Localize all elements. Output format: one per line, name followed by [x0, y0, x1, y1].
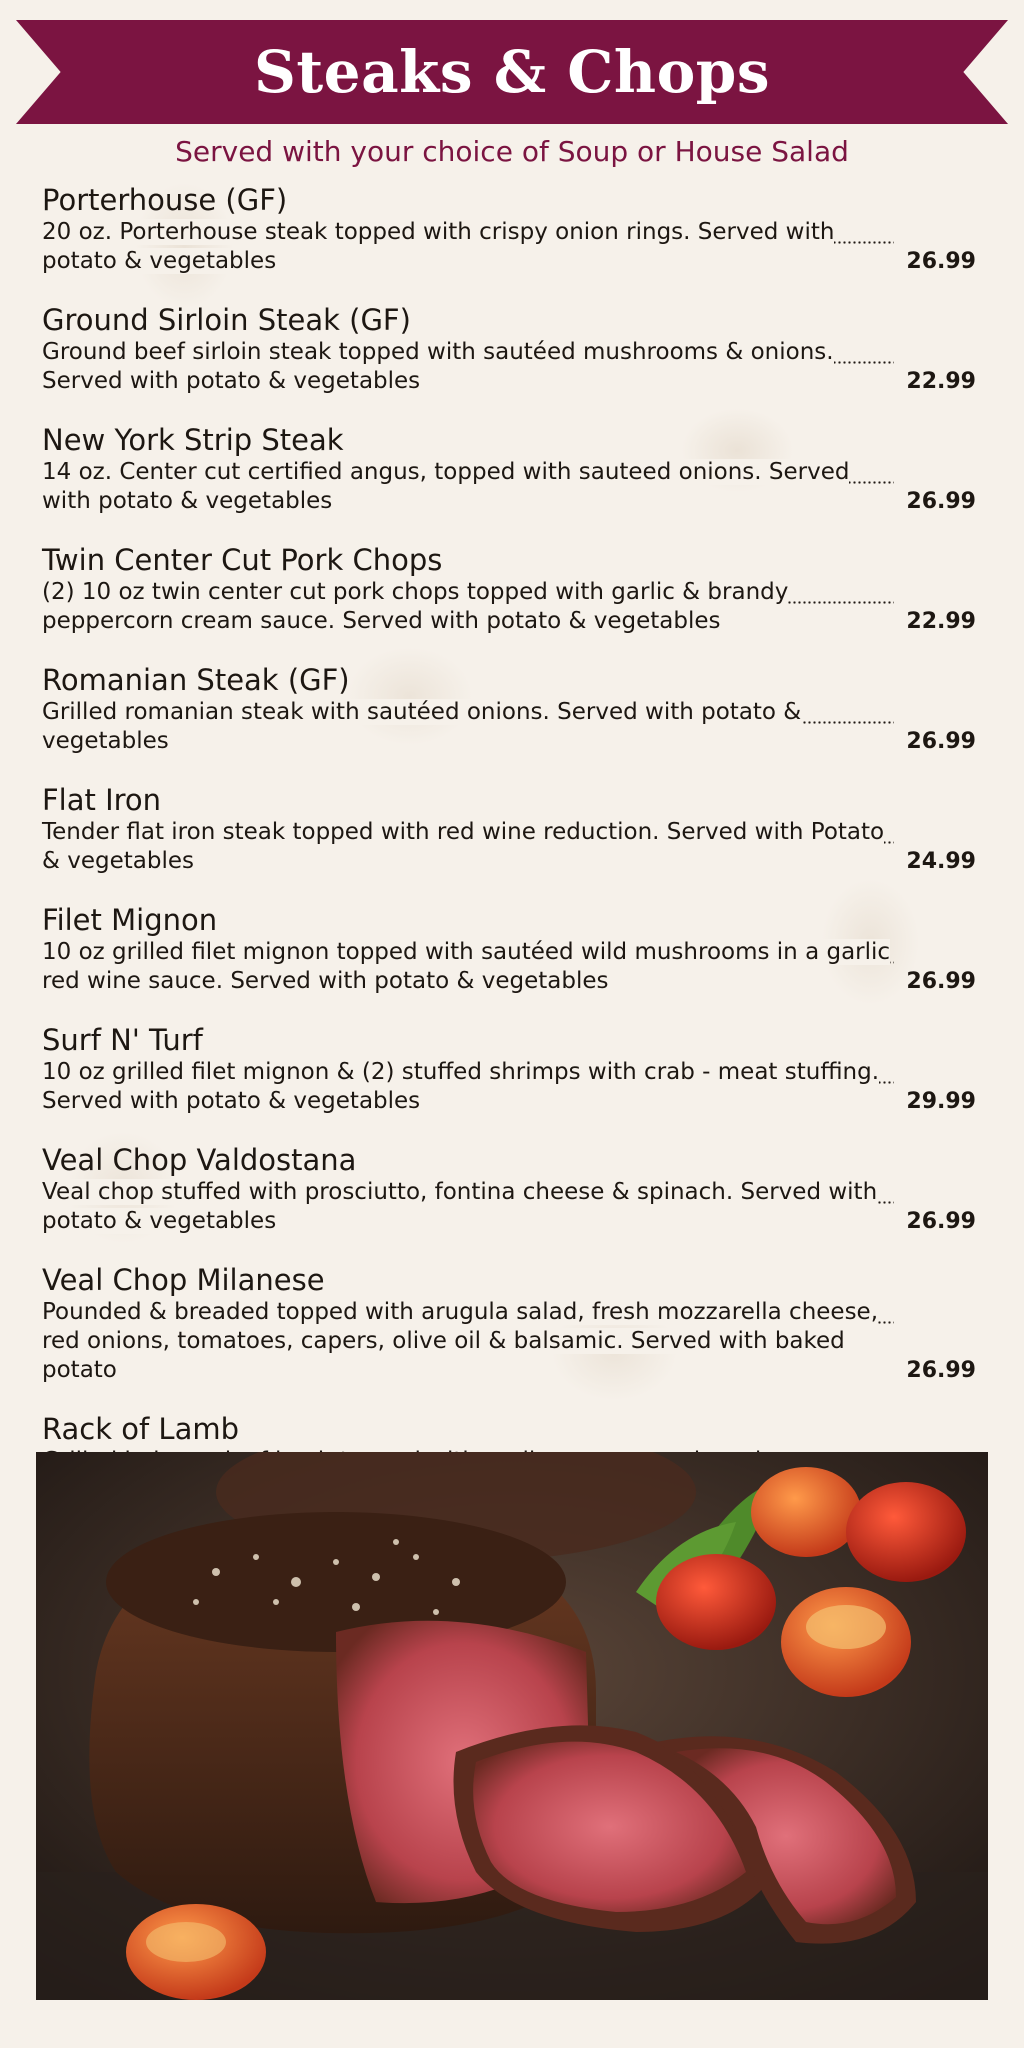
menu-item-name: New York Strip Steak: [42, 423, 344, 457]
menu-item-leader-dots: [42, 698, 894, 756]
menu-item-price: 26.99: [906, 969, 976, 994]
menu-item-price: 22.99: [906, 369, 976, 394]
menu-item-price: 26.99: [906, 1209, 976, 1234]
menu-item-name: Rack of Lamb: [42, 1412, 239, 1446]
menu-item-name: Veal Chop Valdostana: [42, 1143, 357, 1177]
title-banner: [16, 20, 1008, 124]
menu-item-price: 22.99: [906, 609, 976, 634]
menu-item: [42, 902, 976, 996]
menu-item-description: Tender flat iron steak topped with red wine reduction. Served with Potato & vegetables: [42, 819, 885, 874]
menu-item-name: Filet Mignon: [42, 903, 218, 937]
menu-item-name: Twin Center Cut Pork Chops: [42, 543, 443, 577]
menu-item: [42, 662, 976, 756]
menu-item-price: 29.99: [906, 1089, 976, 1114]
menu-item-price: 24.99: [906, 849, 976, 874]
menu-item-description: 20 oz. Porterhouse steak topped with crispy onion rings. Served with potato & vegetables: [42, 219, 835, 274]
page-title: Steaks & Chops: [254, 38, 770, 106]
menu-item: [42, 302, 976, 396]
menu-item-description: Veal chop stuffed with prosciutto, fontina cheese & spinach. Served with potato & vegetables: [42, 1179, 878, 1234]
menu-item-description-row: [42, 818, 976, 876]
page-subtitle: Served with your choice of Soup or House Salad: [175, 135, 849, 168]
steak-photo-illustration: [36, 1452, 988, 2000]
menu-item-leader-dots: [42, 458, 894, 516]
menu-list: [42, 182, 976, 1531]
menu-item-description: Grilled romanian steak with sautéed onions. Served with potato & vegetables: [42, 699, 802, 754]
menu-item-description-row: [42, 458, 976, 516]
menu-item: [42, 542, 976, 636]
menu-item-name: Surf N' Turf: [42, 1023, 203, 1057]
menu-item: [42, 1262, 976, 1385]
menu-item-description: (2) 10 oz twin center cut pork chops topped with garlic & brandy peppercorn cream sauce. Served with potato & vegetables: [42, 579, 789, 634]
menu-item-price: 26.99: [906, 1358, 976, 1383]
menu-item-leader-dots: [42, 218, 894, 276]
menu-item-description-row: [42, 218, 976, 276]
menu-item-description-row: [42, 1298, 976, 1385]
menu-item: [42, 1022, 976, 1116]
menu-item-price: 26.99: [906, 729, 976, 754]
menu-item-description-row: [42, 698, 976, 756]
menu-item-leader-dots: [42, 1058, 894, 1116]
menu-item-description: 10 oz grilled filet mignon & (2) stuffed shrimps with crab - meat stuffing. Served with potato & vegetables: [42, 1059, 880, 1114]
menu-item-description-row: [42, 578, 976, 636]
steak-photo: [36, 1452, 988, 2000]
menu-item-description-row: [42, 1058, 976, 1116]
menu-item-description: Ground beef sirloin steak topped with sautéed mushrooms & onions. Served with potato & vegetables: [42, 339, 834, 394]
menu-item: [42, 422, 976, 516]
menu-item: [42, 182, 976, 276]
menu-item-name: Flat Iron: [42, 783, 162, 817]
menu-item: [42, 782, 976, 876]
menu-item-description-row: [42, 1178, 976, 1236]
menu-item-leader-dots: [42, 938, 894, 996]
menu-item-description: Pounded & breaded topped with arugula salad, fresh mozzarella cheese, red onions, tomatoes, capers, olive oil & balsamic. Served with baked potato: [42, 1299, 879, 1383]
menu-item-leader-dots: [42, 1178, 894, 1236]
menu-item-description-row: [42, 938, 976, 996]
menu-item-leader-dots: [42, 1298, 894, 1385]
menu-item-name: Veal Chop Milanese: [42, 1263, 325, 1297]
menu-item-name: Ground Sirloin Steak (GF): [42, 303, 411, 337]
menu-item-name: Porterhouse (GF): [42, 183, 288, 217]
menu-item-leader-dots: [42, 338, 894, 396]
menu-item-description: 10 oz grilled filet mignon topped with sautéed wild mushrooms in a garlic red wine sauce. Served with potato & vegetables: [42, 939, 891, 994]
menu-item-description: 14 oz. Center cut certified angus, topped with sauteed onions. Served with potato & vegetables: [42, 459, 850, 514]
menu-item-leader-dots: [42, 578, 894, 636]
menu-item-price: 26.99: [906, 489, 976, 514]
menu-item-price: 26.99: [906, 249, 976, 274]
menu-item: [42, 1142, 976, 1236]
menu-item-name: Romanian Steak (GF): [42, 663, 350, 697]
menu-item-description-row: [42, 338, 976, 396]
menu-item-leader-dots: [42, 818, 894, 876]
